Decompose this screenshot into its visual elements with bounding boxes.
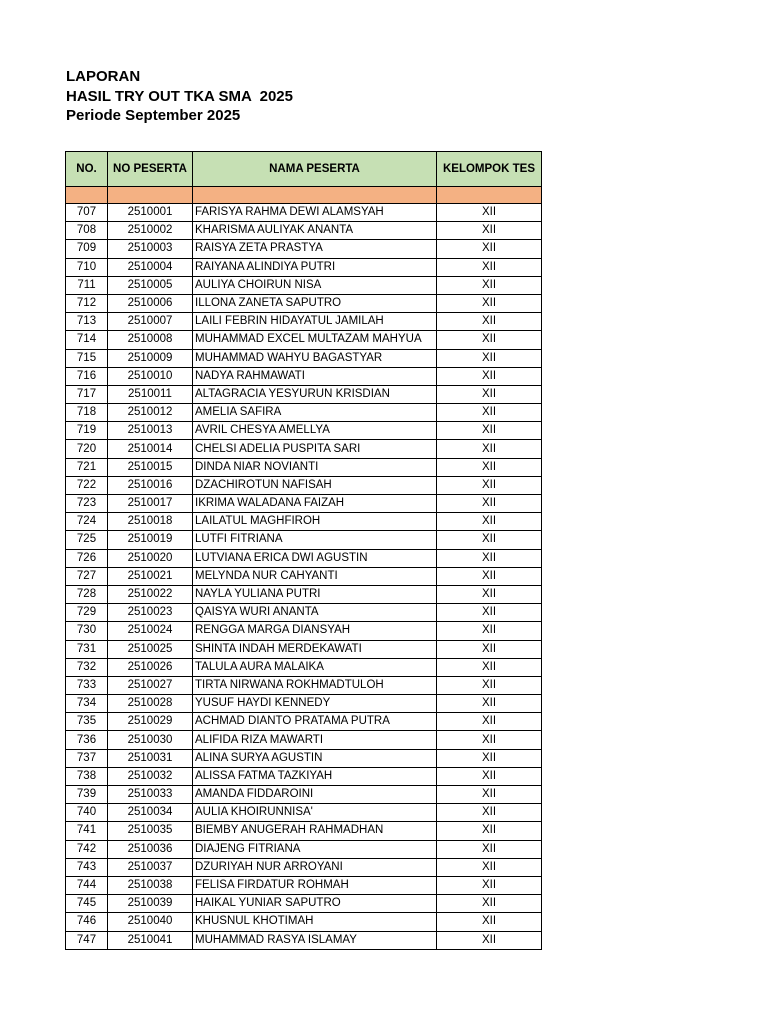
cell-no-peserta: 2510037	[108, 858, 193, 876]
table-row	[66, 695, 542, 713]
cell-no: 710	[66, 258, 108, 276]
table-row	[66, 913, 542, 931]
cell-kelompok-tes: XII	[437, 294, 542, 312]
table-row	[66, 385, 542, 403]
table-row	[66, 858, 542, 876]
table-row	[66, 767, 542, 785]
cell-nama-peserta: KHARISMA AULIYAK ANANTA	[193, 222, 437, 240]
cell-no-peserta: 2510031	[108, 749, 193, 767]
cell-nama-peserta: KHUSNUL KHOTIMAH	[193, 913, 437, 931]
cell-nama-peserta: TIRTA NIRWANA ROKHMADTULOH	[193, 676, 437, 694]
cell-no: 734	[66, 695, 108, 713]
cell-no-peserta: 2510039	[108, 895, 193, 913]
cell-nama-peserta: IKRIMA WALADANA FAIZAH	[193, 495, 437, 513]
cell-no: 718	[66, 404, 108, 422]
cell-kelompok-tes: XII	[437, 222, 542, 240]
cell-no-peserta: 2510007	[108, 313, 193, 331]
cell-no: 725	[66, 531, 108, 549]
highlight-band-row	[66, 187, 542, 204]
cell-nama-peserta: MUHAMMAD RASYA ISLAMAY	[193, 931, 437, 949]
cell-kelompok-tes: XII	[437, 422, 542, 440]
cell-no: 728	[66, 585, 108, 603]
table-row	[66, 458, 542, 476]
cell-no: 713	[66, 313, 108, 331]
cell-kelompok-tes: XII	[437, 404, 542, 422]
table-row	[66, 476, 542, 494]
cell-kelompok-tes: XII	[437, 495, 542, 513]
table-row	[66, 294, 542, 312]
cell-kelompok-tes: XII	[437, 567, 542, 585]
cell-kelompok-tes: XII	[437, 258, 542, 276]
cell-no-peserta: 2510025	[108, 640, 193, 658]
cell-no: 744	[66, 876, 108, 894]
cell-no-peserta: 2510035	[108, 822, 193, 840]
table-row	[66, 422, 542, 440]
cell-no-peserta: 2510008	[108, 331, 193, 349]
cell-no: 709	[66, 240, 108, 258]
cell-kelompok-tes: XII	[437, 204, 542, 222]
cell-nama-peserta: AMANDA FIDDAROINI	[193, 786, 437, 804]
cell-nama-peserta: MUHAMMAD EXCEL MULTAZAM MAHYUA	[193, 331, 437, 349]
cell-no: 707	[66, 204, 108, 222]
cell-kelompok-tes: XII	[437, 531, 542, 549]
cell-nama-peserta: LUTFI FITRIANA	[193, 531, 437, 549]
column-header-no: NO.	[66, 152, 108, 187]
table-row	[66, 713, 542, 731]
cell-no: 720	[66, 440, 108, 458]
cell-no-peserta: 2510041	[108, 931, 193, 949]
table-row	[66, 895, 542, 913]
cell-no: 730	[66, 622, 108, 640]
cell-no: 708	[66, 222, 108, 240]
cell-no-peserta: 2510034	[108, 804, 193, 822]
cell-nama-peserta: FARISYA RAHMA DEWI ALAMSYAH	[193, 204, 437, 222]
cell-nama-peserta: DZACHIROTUN NAFISAH	[193, 476, 437, 494]
cell-kelompok-tes: XII	[437, 676, 542, 694]
cell-no: 717	[66, 385, 108, 403]
cell-kelompok-tes: XII	[437, 786, 542, 804]
cell-no-peserta: 2510003	[108, 240, 193, 258]
cell-no-peserta: 2510016	[108, 476, 193, 494]
cell-no-peserta: 2510001	[108, 204, 193, 222]
table-header-row	[66, 152, 542, 187]
cell-nama-peserta: NAYLA YULIANA PUTRI	[193, 585, 437, 603]
cell-kelompok-tes: XII	[437, 913, 542, 931]
cell-no-peserta: 2510028	[108, 695, 193, 713]
cell-nama-peserta: ILLONA ZANETA SAPUTRO	[193, 294, 437, 312]
cell-no: 733	[66, 676, 108, 694]
cell-no: 726	[66, 549, 108, 567]
cell-no: 738	[66, 767, 108, 785]
table-row	[66, 222, 542, 240]
table-row	[66, 567, 542, 585]
cell-kelompok-tes: XII	[437, 858, 542, 876]
table-row	[66, 658, 542, 676]
cell-no-peserta: 2510009	[108, 349, 193, 367]
cell-nama-peserta: ALISSA FATMA TAZKIYAH	[193, 767, 437, 785]
cell-no: 745	[66, 895, 108, 913]
cell-no-peserta: 2510030	[108, 731, 193, 749]
report-subtitle: HASIL TRY OUT TKA SMA 2025	[66, 87, 293, 105]
cell-no: 737	[66, 749, 108, 767]
cell-nama-peserta: BIEMBY ANUGERAH RAHMADHAN	[193, 822, 437, 840]
cell-kelompok-tes: XII	[437, 622, 542, 640]
cell-nama-peserta: YUSUF HAYDI KENNEDY	[193, 695, 437, 713]
cell-no-peserta: 2510027	[108, 676, 193, 694]
cell-nama-peserta: HAIKAL YUNIAR SAPUTRO	[193, 895, 437, 913]
cell-no: 747	[66, 931, 108, 949]
cell-no: 711	[66, 276, 108, 294]
cell-nama-peserta: SHINTA INDAH MERDEKAWATI	[193, 640, 437, 658]
table-row	[66, 585, 542, 603]
table-row	[66, 749, 542, 767]
cell-nama-peserta: RAIYANA ALINDIYA PUTRI	[193, 258, 437, 276]
cell-nama-peserta: RENGGA MARGA DIANSYAH	[193, 622, 437, 640]
table-body	[66, 204, 542, 950]
cell-nama-peserta: QAISYA WURI ANANTA	[193, 604, 437, 622]
table-row	[66, 276, 542, 294]
table-row	[66, 604, 542, 622]
table-row	[66, 495, 542, 513]
cell-no-peserta: 2510010	[108, 367, 193, 385]
cell-no: 736	[66, 731, 108, 749]
table-row	[66, 313, 542, 331]
cell-no-peserta: 2510029	[108, 713, 193, 731]
cell-nama-peserta: ALTAGRACIA YESYURUN KRISDIAN	[193, 385, 437, 403]
cell-no-peserta: 2510040	[108, 913, 193, 931]
report-title: LAPORAN	[66, 68, 141, 85]
cell-nama-peserta: ACHMAD DIANTO PRATAMA PUTRA	[193, 713, 437, 731]
cell-no-peserta: 2510024	[108, 622, 193, 640]
cell-nama-peserta: TALULA AURA MALAIKA	[193, 658, 437, 676]
band-cell	[108, 187, 193, 204]
table-row	[66, 331, 542, 349]
cell-kelompok-tes: XII	[437, 731, 542, 749]
table-row	[66, 840, 542, 858]
table-row	[66, 367, 542, 385]
table-row	[66, 640, 542, 658]
cell-no-peserta: 2510019	[108, 531, 193, 549]
cell-no-peserta: 2510015	[108, 458, 193, 476]
cell-no: 721	[66, 458, 108, 476]
table-row	[66, 513, 542, 531]
table-row	[66, 349, 542, 367]
cell-kelompok-tes: XII	[437, 440, 542, 458]
cell-kelompok-tes: XII	[437, 276, 542, 294]
cell-nama-peserta: LAILATUL MAGHFIROH	[193, 513, 437, 531]
cell-kelompok-tes: XII	[437, 640, 542, 658]
band-cell	[193, 187, 437, 204]
cell-no-peserta: 2510006	[108, 294, 193, 312]
cell-no: 742	[66, 840, 108, 858]
cell-no: 722	[66, 476, 108, 494]
cell-no-peserta: 2510023	[108, 604, 193, 622]
cell-no: 746	[66, 913, 108, 931]
table-row	[66, 204, 542, 222]
cell-no-peserta: 2510014	[108, 440, 193, 458]
cell-kelompok-tes: XII	[437, 767, 542, 785]
cell-nama-peserta: FELISA FIRDATUR ROHMAH	[193, 876, 437, 894]
table-row	[66, 731, 542, 749]
cell-kelompok-tes: XII	[437, 349, 542, 367]
cell-kelompok-tes: XII	[437, 458, 542, 476]
cell-kelompok-tes: XII	[437, 840, 542, 858]
table-row	[66, 404, 542, 422]
cell-no: 712	[66, 294, 108, 312]
table-row	[66, 931, 542, 949]
cell-kelompok-tes: XII	[437, 749, 542, 767]
cell-nama-peserta: AVRIL CHESYA AMELLYA	[193, 422, 437, 440]
table-row	[66, 876, 542, 894]
cell-kelompok-tes: XII	[437, 549, 542, 567]
cell-nama-peserta: DIAJENG FITRIANA	[193, 840, 437, 858]
cell-no: 714	[66, 331, 108, 349]
cell-no: 715	[66, 349, 108, 367]
cell-no-peserta: 2510004	[108, 258, 193, 276]
cell-nama-peserta: CHELSI ADELIA PUSPITA SARI	[193, 440, 437, 458]
cell-nama-peserta: ALINA SURYA AGUSTIN	[193, 749, 437, 767]
cell-no: 731	[66, 640, 108, 658]
cell-no: 729	[66, 604, 108, 622]
band-cell	[66, 187, 108, 204]
cell-no: 723	[66, 495, 108, 513]
cell-kelompok-tes: XII	[437, 713, 542, 731]
cell-no: 739	[66, 786, 108, 804]
cell-kelompok-tes: XII	[437, 895, 542, 913]
cell-kelompok-tes: XII	[437, 313, 542, 331]
cell-kelompok-tes: XII	[437, 513, 542, 531]
cell-kelompok-tes: XII	[437, 658, 542, 676]
cell-nama-peserta: DINDA NIAR NOVIANTI	[193, 458, 437, 476]
report-title-block	[66, 67, 293, 126]
cell-no: 735	[66, 713, 108, 731]
cell-no-peserta: 2510012	[108, 404, 193, 422]
cell-kelompok-tes: XII	[437, 585, 542, 603]
column-header-no-peserta: NO PESERTA	[108, 152, 193, 187]
cell-no-peserta: 2510032	[108, 767, 193, 785]
cell-kelompok-tes: XII	[437, 804, 542, 822]
cell-no-peserta: 2510021	[108, 567, 193, 585]
table-row	[66, 549, 542, 567]
cell-nama-peserta: NADYA RAHMAWATI	[193, 367, 437, 385]
table-row	[66, 804, 542, 822]
cell-kelompok-tes: XII	[437, 476, 542, 494]
cell-kelompok-tes: XII	[437, 367, 542, 385]
cell-kelompok-tes: XII	[437, 240, 542, 258]
table-row	[66, 531, 542, 549]
cell-no: 727	[66, 567, 108, 585]
cell-no-peserta: 2510013	[108, 422, 193, 440]
cell-no-peserta: 2510038	[108, 876, 193, 894]
cell-no-peserta: 2510022	[108, 585, 193, 603]
cell-no: 741	[66, 822, 108, 840]
table-row	[66, 622, 542, 640]
cell-no-peserta: 2510011	[108, 385, 193, 403]
cell-no-peserta: 2510033	[108, 786, 193, 804]
table-row	[66, 258, 542, 276]
table-row	[66, 440, 542, 458]
table-row	[66, 240, 542, 258]
table-row	[66, 822, 542, 840]
table-row	[66, 786, 542, 804]
cell-no-peserta: 2510036	[108, 840, 193, 858]
cell-nama-peserta: MELYNDA NUR CAHYANTI	[193, 567, 437, 585]
cell-kelompok-tes: XII	[437, 876, 542, 894]
cell-kelompok-tes: XII	[437, 931, 542, 949]
cell-no-peserta: 2510017	[108, 495, 193, 513]
cell-no-peserta: 2510026	[108, 658, 193, 676]
cell-no: 719	[66, 422, 108, 440]
cell-no: 724	[66, 513, 108, 531]
cell-no: 743	[66, 858, 108, 876]
cell-nama-peserta: LUTVIANA ERICA DWI AGUSTIN	[193, 549, 437, 567]
cell-nama-peserta: AULIYA CHOIRUN NISA	[193, 276, 437, 294]
cell-nama-peserta: ALIFIDA RIZA MAWARTI	[193, 731, 437, 749]
cell-kelompok-tes: XII	[437, 695, 542, 713]
cell-kelompok-tes: XII	[437, 822, 542, 840]
cell-kelompok-tes: XII	[437, 385, 542, 403]
cell-nama-peserta: DZURIYAH NUR ARROYANI	[193, 858, 437, 876]
cell-kelompok-tes: XII	[437, 331, 542, 349]
cell-nama-peserta: AULIA KHOIRUNNISA'	[193, 804, 437, 822]
band-cell	[437, 187, 542, 204]
cell-no-peserta: 2510005	[108, 276, 193, 294]
cell-nama-peserta: MUHAMMAD WAHYU BAGASTYAR	[193, 349, 437, 367]
column-header-kelompok-tes: KELOMPOK TES	[437, 152, 542, 187]
cell-no: 732	[66, 658, 108, 676]
results-table	[65, 151, 542, 950]
cell-no-peserta: 2510002	[108, 222, 193, 240]
column-header-nama-peserta: NAMA PESERTA	[193, 152, 437, 187]
cell-nama-peserta: LAILI FEBRIN HIDAYATUL JAMILAH	[193, 313, 437, 331]
cell-nama-peserta: AMELIA SAFIRA	[193, 404, 437, 422]
cell-kelompok-tes: XII	[437, 604, 542, 622]
cell-nama-peserta: RAISYA ZETA PRASTYA	[193, 240, 437, 258]
cell-no-peserta: 2510018	[108, 513, 193, 531]
report-period: Periode September 2025	[66, 107, 241, 124]
cell-no: 716	[66, 367, 108, 385]
cell-no: 740	[66, 804, 108, 822]
cell-no-peserta: 2510020	[108, 549, 193, 567]
table-row	[66, 676, 542, 694]
